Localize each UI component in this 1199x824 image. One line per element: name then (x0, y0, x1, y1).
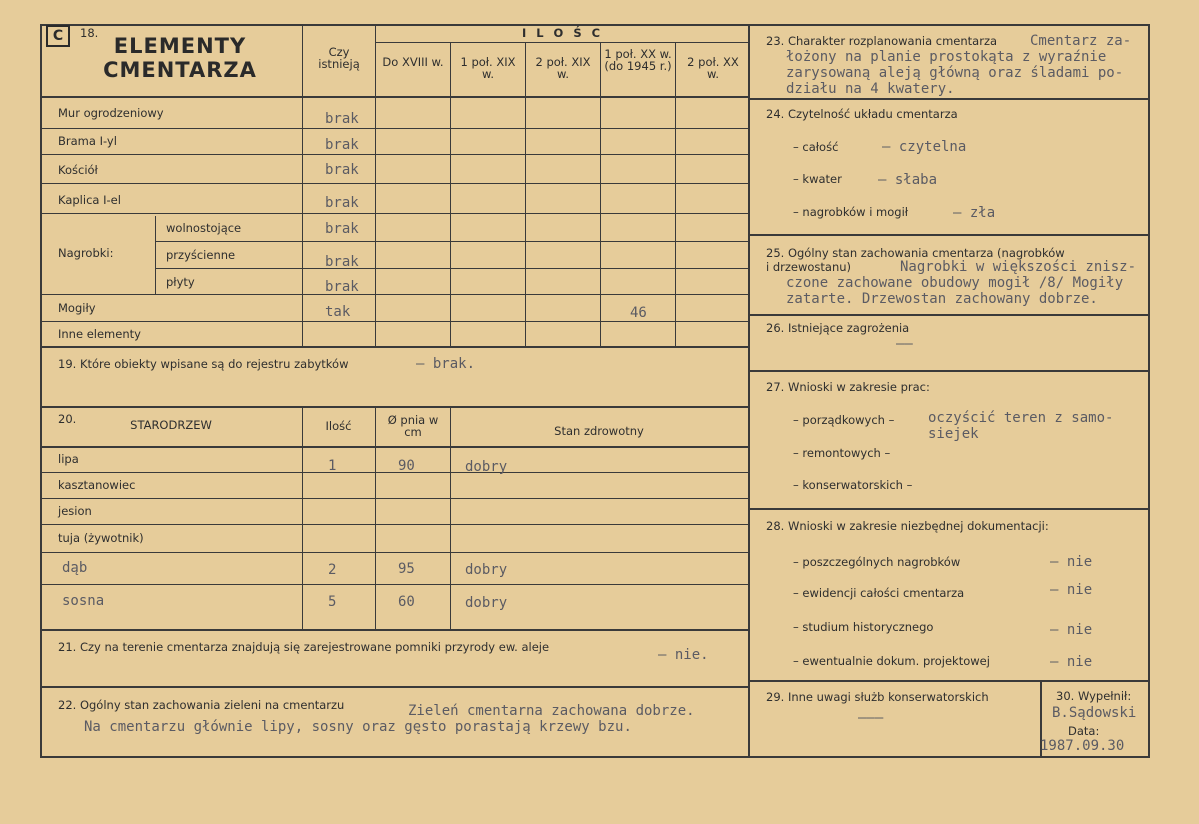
element-row-exists: brak (325, 221, 359, 237)
s22-answer-line1: Zieleń cmentarna zachowana dobrze. (408, 703, 695, 719)
s28-item-label: – ewentualnie dokum. projektowej (793, 654, 990, 668)
s30-date: 1987.09.30 (1040, 738, 1125, 754)
tree-qty: 5 (328, 594, 337, 610)
section-18-title-line1: ELEMENTY (113, 34, 247, 58)
element-row-label: Kaplica I-el (58, 193, 121, 207)
section-18-title-line2: CMENTARZA (103, 58, 257, 82)
s24-item-value: – słaba (878, 172, 938, 188)
header-exists: Czy istnieją (318, 45, 360, 71)
tree-qty: 2 (328, 562, 337, 578)
s28-item-value: – nie (1050, 654, 1093, 670)
element-row-label: Mur ogrodzeniowy (58, 106, 164, 120)
s19-answer: – brak. (416, 356, 476, 372)
s23-text: zarysowaną aleją główną oraz śladami po- (786, 65, 1124, 81)
s28-item-label: – studium historycznego (793, 620, 934, 634)
period-header-4: 1 poł. XX w. (do 1945 r.) (604, 47, 672, 73)
s30-label: 30. Wypełnił: (1056, 689, 1132, 703)
s23-text: działu na 4 kwatery. (786, 81, 955, 97)
s30-date-label: Data: (1068, 724, 1100, 738)
s25-label: i drzewostanu) (766, 260, 852, 274)
s19-question: 19. Które obiekty wpisane są do rejestru zabytków (58, 357, 349, 371)
tree-name: kasztanowiec (58, 478, 136, 492)
s24-item-label: – całość (793, 140, 839, 154)
s20-col-health: Stan zdrowotny (554, 424, 644, 438)
period-header-5: 2 poł. XX w. (687, 55, 739, 81)
tree-name: jesion (58, 504, 92, 518)
s27-kons-label: – konserwatorskich – (793, 478, 913, 492)
s21-question: 21. Czy na terenie cmentarza znajdują się zarejestrowane pomniki przyrody ew. aleje (58, 640, 550, 654)
s24-item-label: – kwater (793, 172, 842, 186)
s23-text: Cmentarz za- (1030, 33, 1132, 49)
s27-porz-value: oczyścić teren z samo- (928, 410, 1114, 426)
s28-item-value: – nie (1050, 554, 1093, 570)
tree-health: dobry (465, 459, 508, 475)
s24-label: 24. Czytelność układu cmentarza (766, 107, 958, 121)
s28-item-label: – poszczególnych nagrobków (793, 555, 961, 569)
element-row-label: wolnostojące (166, 221, 242, 235)
s27-rem-label: – remontowych – (793, 446, 891, 460)
s30-name: B.Sądowski (1052, 705, 1137, 721)
s25-text: zatarte. Drzewostan zachowany dobrze. (786, 291, 1098, 307)
element-row-qty-1945: 46 (630, 305, 647, 321)
s25-text: czone zachowane obudowy mogił /8/ Mogiły (786, 275, 1124, 291)
s20-number: 20. (58, 412, 77, 426)
header-quantity: I L O Ś C (521, 26, 604, 40)
element-row-exists: brak (325, 254, 359, 270)
tree-name: lipa (58, 452, 79, 466)
s29-value: ——— (858, 710, 884, 726)
s26-label: 26. Istniejące zagrożenia (766, 321, 910, 335)
s28-item-value: – nie (1050, 622, 1093, 638)
s23-text: łożony na planie prostokąta z wyraźnie (786, 49, 1107, 65)
element-row-label: Kościół (58, 163, 98, 177)
period-header-1: Do XVIII w. (382, 55, 444, 69)
tree-diam: 60 (398, 594, 415, 610)
section-18-number: 18. (80, 26, 99, 40)
element-row-exists: brak (325, 111, 359, 127)
s28-item-label: – ewidencji całości cmentarza (793, 586, 965, 600)
period-header-2: 1 poł. XIX w. (460, 55, 516, 81)
s23-label: 23. Charakter rozplanowania cmentarza (766, 34, 998, 48)
tree-diam: 90 (398, 458, 415, 474)
s29-label: 29. Inne uwagi służb konserwatorskich (766, 690, 989, 704)
s20-title: STARODRZEW (130, 418, 212, 432)
s20-col-qty: Ilość (325, 419, 352, 433)
tree-name: sosna (62, 593, 105, 609)
s28-label: 28. Wnioski w zakresie niezbędnej dokumentacji: (766, 519, 1049, 533)
section-letter-box: C (46, 25, 70, 47)
s27-porz-value: siejek (928, 426, 979, 442)
element-row-exists: brak (325, 195, 359, 211)
element-row-label: płyty (166, 275, 195, 289)
s27-porz-label: – porządkowych – (793, 413, 895, 427)
element-row-label: przyścienne (166, 248, 236, 262)
tree-health: dobry (465, 595, 508, 611)
element-row-exists: brak (325, 279, 359, 295)
element-row-exists: brak (325, 162, 359, 178)
s20-col-diam: Ø pnia w cm (387, 413, 439, 439)
element-row-exists: tak (325, 304, 351, 320)
s25-label: 25. Ogólny stan zachowania cmentarza (nagrobków (766, 246, 1065, 260)
element-row-label: Inne elementy (58, 327, 141, 341)
s22-answer-line2: Na cmentarzu głównie lipy, sosny oraz gęsto porastają krzewy bzu. (84, 719, 632, 735)
s22-question: 22. Ogólny stan zachowania zieleni na cmentarzu (58, 698, 345, 712)
s24-item-value: – czytelna (882, 139, 967, 155)
element-row-exists: brak (325, 137, 359, 153)
s24-item-label: – nagrobków i mogił (793, 205, 909, 219)
tree-name: dąb (62, 560, 88, 576)
nagrobki-label: Nagrobki: (58, 246, 114, 260)
s21-answer: – nie. (658, 647, 709, 663)
period-header-3: 2 poł. XIX w. (535, 55, 591, 81)
s25-text: Nagrobki w większości znisz- (900, 259, 1137, 275)
tree-diam: 95 (398, 561, 415, 577)
s26-value: —— (896, 336, 913, 352)
tree-name: tuja (żywotnik) (58, 531, 144, 545)
element-row-label: Brama I-yl (58, 134, 117, 148)
tree-qty: 1 (328, 458, 337, 474)
tree-health: dobry (465, 562, 508, 578)
s28-item-value: – nie (1050, 582, 1093, 598)
element-row-label: Mogiły (58, 301, 96, 315)
s27-label: 27. Wnioski w zakresie prac: (766, 380, 930, 394)
s24-item-value: – zła (953, 205, 996, 221)
